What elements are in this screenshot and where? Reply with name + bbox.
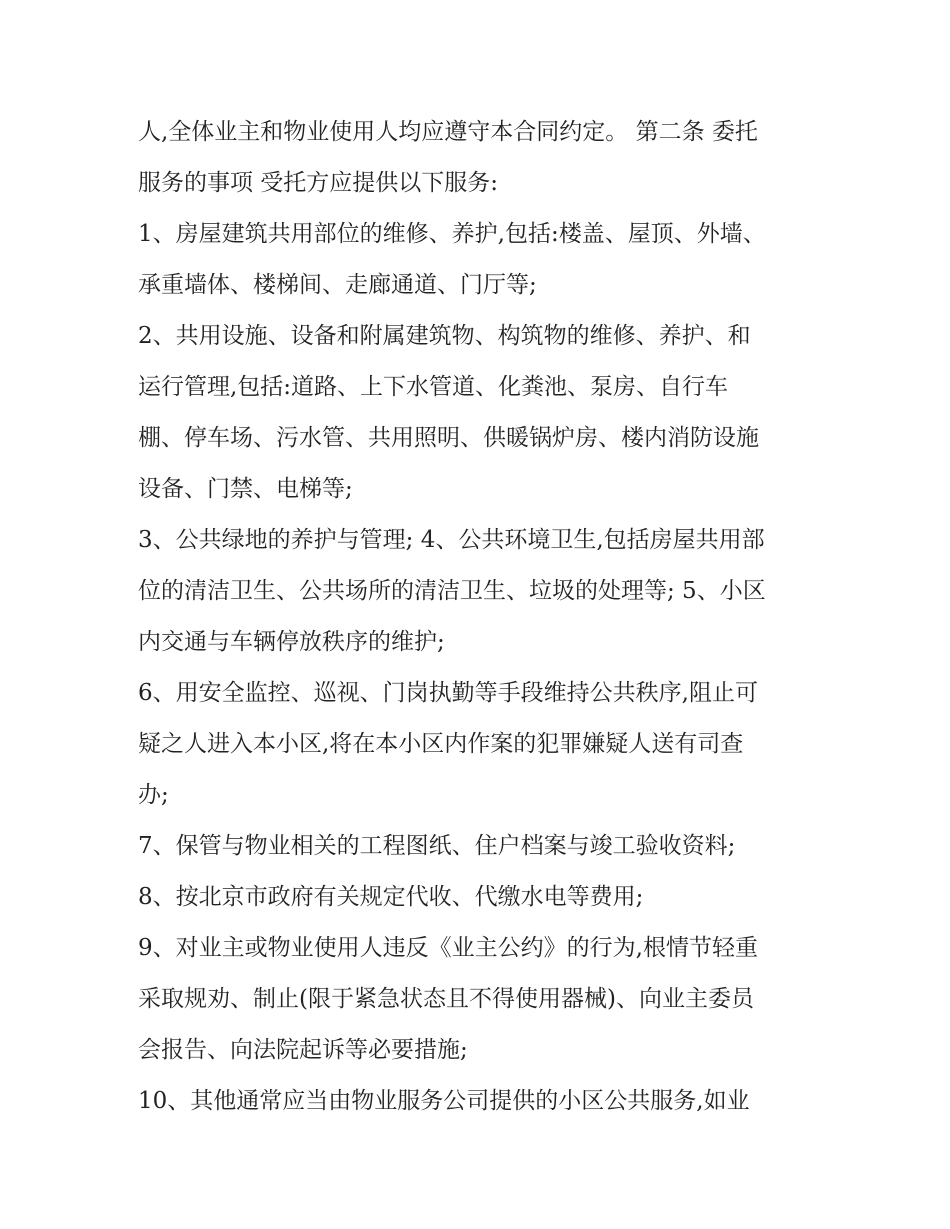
text-line: 3、公共绿地的养护与管理; 4、公共环境卫生,包括房屋共用部 bbox=[138, 527, 765, 553]
text-line: 设备、门禁、电梯等; bbox=[138, 476, 353, 502]
text-line: 棚、停车场、污水管、共用照明、供暖锅炉房、楼内消防设施 bbox=[138, 425, 759, 451]
text-line: 承重墙体、楼梯间、走廊通道、门厅等; bbox=[138, 272, 537, 298]
text-line: 办; bbox=[138, 782, 169, 808]
text-line: 人,全体业主和物业使用人均应遵守本合同约定。 第二条 委托 bbox=[138, 119, 758, 145]
text-line: 1、房屋建筑共用部位的维修、养护,包括:楼盖、屋顶、外墙、 bbox=[138, 221, 766, 247]
text-line: 7、保管与物业相关的工程图纸、住户档案与竣工验收资料; bbox=[138, 833, 736, 859]
text-line: 位的清洁卫生、公共场所的清洁卫生、垃圾的处理等; 5、小区 bbox=[138, 578, 766, 604]
text-line: 6、用安全监控、巡视、门岗执勤等手段维持公共秩序,阻止可 bbox=[138, 680, 758, 706]
text-line: 8、按北京市政府有关规定代收、代缴水电等费用; bbox=[138, 884, 644, 910]
text-line: 2、共用设施、设备和附属建筑物、构筑物的维修、养护、和 bbox=[138, 323, 751, 349]
text-line: 服务的事项 受托方应提供以下服务: bbox=[138, 170, 499, 196]
text-line: 运行管理,包括:道路、上下水管道、化粪池、泵房、自行车 bbox=[138, 374, 729, 400]
text-line: 9、对业主或物业使用人违反《业主公约》的行为,根情节轻重 bbox=[138, 935, 758, 961]
text-line: 采取规劝、制止(限于紧急状态且不得使用器械)、向业主委员 bbox=[138, 986, 754, 1012]
text-line: 10、其他通常应当由物业服务公司提供的小区公共服务,如业 bbox=[138, 1088, 750, 1114]
text-line: 会报告、向法院起诉等必要措施; bbox=[138, 1037, 468, 1063]
text-line: 疑之人进入本小区,将在本小区内作案的犯罪嫌疑人送有司查 bbox=[138, 731, 744, 757]
text-line: 内交通与车辆停放秩序的维护; bbox=[138, 629, 445, 655]
contract-text-body bbox=[138, 107, 818, 1127]
